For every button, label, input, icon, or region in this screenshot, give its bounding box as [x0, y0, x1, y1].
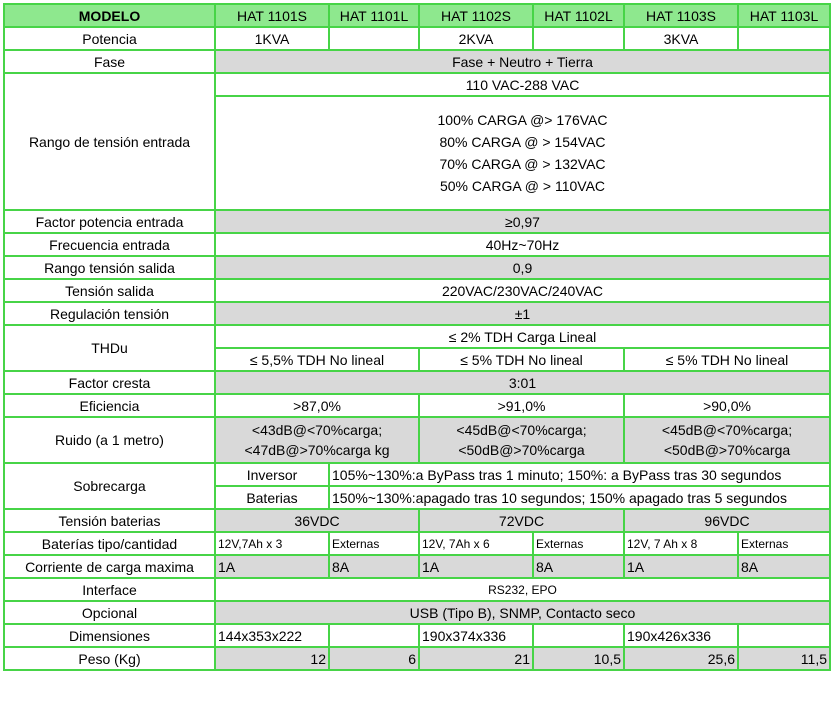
- cell-value: 110 VAC-288 VAC: [215, 73, 830, 96]
- factor-potencia-row: [4, 210, 830, 233]
- frecuencia-row: [4, 233, 830, 256]
- cell-value: 105%~130%:a ByPass tras 1 minuto; 150%: a ByPass tras 30 segundos: [329, 463, 830, 486]
- cell-value: ≤ 5% TDH No lineal: [624, 348, 830, 371]
- row-label: Frecuencia entrada: [4, 233, 215, 256]
- cell-value: 21: [419, 647, 533, 670]
- row-label: Eficiencia: [4, 394, 215, 417]
- cell-value: >91,0%: [419, 394, 624, 417]
- cell-empty: [533, 27, 624, 50]
- cell-value: 220VAC/230VAC/240VAC: [215, 279, 830, 302]
- cell-value: 6: [329, 647, 419, 670]
- cell-value: 8A: [329, 555, 419, 578]
- load-threshold: 80% CARGA @ > 154VAC: [439, 134, 606, 150]
- cell-value: 1A: [215, 555, 329, 578]
- cell-value: Externas: [533, 532, 624, 555]
- tension-baterias-row: [4, 509, 830, 532]
- cell-value: 144x353x222: [215, 624, 329, 647]
- eficiencia-row: [4, 394, 830, 417]
- model-header: HAT 1102S: [419, 4, 533, 27]
- cell-value: 190x426x336: [624, 624, 738, 647]
- cell-value: USB (Tipo B), SNMP, Contacto seco: [215, 601, 830, 624]
- cell-value: 12V, 7 Ah x 8: [624, 532, 738, 555]
- model-header: HAT 1101L: [329, 4, 419, 27]
- cell-value: 72VDC: [419, 509, 624, 532]
- regulacion-row: [4, 302, 830, 325]
- cell-value: 3:01: [215, 371, 830, 394]
- cell-value: Externas: [738, 532, 830, 555]
- factor-cresta-row: [4, 371, 830, 394]
- model-header: HAT 1102L: [533, 4, 624, 27]
- cell-value: 36VDC: [215, 509, 419, 532]
- row-label: Potencia: [4, 27, 215, 50]
- cell-value: 8A: [533, 555, 624, 578]
- corriente-carga-row: [4, 555, 830, 578]
- cell-empty: [738, 27, 830, 50]
- noise-line: <45dB@<70%carga;: [661, 422, 793, 438]
- cell-value: 1A: [419, 555, 533, 578]
- baterias-tipo-row: [4, 532, 830, 555]
- noise-line: <47dB@>70%carga kg: [244, 442, 390, 458]
- cell-empty: [738, 624, 830, 647]
- row-label: Rango de tensión entrada: [4, 73, 215, 210]
- cell-value: Externas: [329, 532, 419, 555]
- rango-salida-row: [4, 256, 830, 279]
- cell-value: 8A: [738, 555, 830, 578]
- row-label: Ruido (a 1 metro): [4, 417, 215, 463]
- noise-cell: [624, 417, 830, 463]
- cell-value: 12: [215, 647, 329, 670]
- thdu-row: [4, 325, 830, 348]
- rango-entrada-row: [4, 73, 830, 96]
- cell-value: >87,0%: [215, 394, 419, 417]
- fase-row: [4, 50, 830, 73]
- cell-value: 150%~130%:apagado tras 10 segundos; 150% apagado tras 5 segundos: [329, 486, 830, 509]
- cell-value: 190x374x336: [419, 624, 533, 647]
- cell-value: 3KVA: [624, 27, 738, 50]
- sobrecarga-inversor-row: [4, 463, 830, 486]
- row-label: Factor potencia entrada: [4, 210, 215, 233]
- sub-label: Baterias: [215, 486, 329, 509]
- cell-value: 0,9: [215, 256, 830, 279]
- cell-value: 12V,7Ah x 3: [215, 532, 329, 555]
- cell-value: ±1: [215, 302, 830, 325]
- cell-value: ≤ 2% TDH Carga Lineal: [215, 325, 830, 348]
- row-label: Corriente de carga maxima: [4, 555, 215, 578]
- cell-value: RS232, EPO: [215, 578, 830, 601]
- row-label: Tensión salida: [4, 279, 215, 302]
- noise-line: <50dB@>70%carga: [663, 442, 791, 458]
- row-label: Baterías tipo/cantidad: [4, 532, 215, 555]
- load-thresholds: [215, 96, 830, 210]
- cell-value: Fase + Neutro + Tierra: [215, 50, 830, 73]
- noise-line: <50dB@>70%carga: [458, 442, 585, 458]
- cell-value: 1A: [624, 555, 738, 578]
- noise-line: <43dB@<70%carga;: [251, 422, 383, 438]
- cell-value: 11,5: [738, 647, 830, 670]
- cell-value: 96VDC: [624, 509, 830, 532]
- tension-salida-row: [4, 279, 830, 302]
- row-label: Factor cresta: [4, 371, 215, 394]
- header-row: [4, 4, 830, 27]
- row-label: Sobrecarga: [4, 463, 215, 509]
- row-label: Tensión baterias: [4, 509, 215, 532]
- cell-value: 40Hz~70Hz: [215, 233, 830, 256]
- model-header: HAT 1101S: [215, 4, 329, 27]
- ruido-row: [4, 417, 830, 463]
- noise-line: <45dB@<70%carga;: [456, 422, 587, 438]
- load-threshold: 70% CARGA @ > 132VAC: [439, 156, 606, 172]
- row-label: Opcional: [4, 601, 215, 624]
- cell-value: 25,6: [624, 647, 738, 670]
- model-header: HAT 1103S: [624, 4, 738, 27]
- noise-cell: [419, 417, 624, 463]
- cell-value: 10,5: [533, 647, 624, 670]
- noise-cell: [215, 417, 419, 463]
- model-header: HAT 1103L: [738, 4, 830, 27]
- potencia-row: [4, 27, 830, 50]
- dimensiones-row: [4, 624, 830, 647]
- cell-empty: [533, 624, 624, 647]
- interface-row: [4, 578, 830, 601]
- row-label: Regulación tensión: [4, 302, 215, 325]
- cell-value: ≤ 5% TDH No lineal: [419, 348, 624, 371]
- cell-value: 1KVA: [215, 27, 329, 50]
- sub-label: Inversor: [215, 463, 329, 486]
- cell-value: 2KVA: [419, 27, 533, 50]
- cell-value: >90,0%: [624, 394, 830, 417]
- cell-empty: [329, 624, 419, 647]
- opcional-row: [4, 601, 830, 624]
- row-label: Interface: [4, 578, 215, 601]
- cell-value: ≥0,97: [215, 210, 830, 233]
- cell-empty: [329, 27, 419, 50]
- row-label: Rango tensión salida: [4, 256, 215, 279]
- row-label: Dimensiones: [4, 624, 215, 647]
- load-threshold: 100% CARGA @> 176VAC: [437, 112, 608, 128]
- row-label: Peso (Kg): [4, 647, 215, 670]
- modelo-header: MODELO: [4, 4, 215, 27]
- peso-row: [4, 647, 830, 670]
- ups-spec-table: [3, 3, 831, 671]
- cell-value: 12V, 7Ah x 6: [419, 532, 533, 555]
- row-label: THDu: [4, 325, 215, 371]
- load-threshold: 50% CARGA @ > 110VAC: [439, 178, 606, 194]
- row-label: Fase: [4, 50, 215, 73]
- cell-value: ≤ 5,5% TDH No lineal: [215, 348, 419, 371]
